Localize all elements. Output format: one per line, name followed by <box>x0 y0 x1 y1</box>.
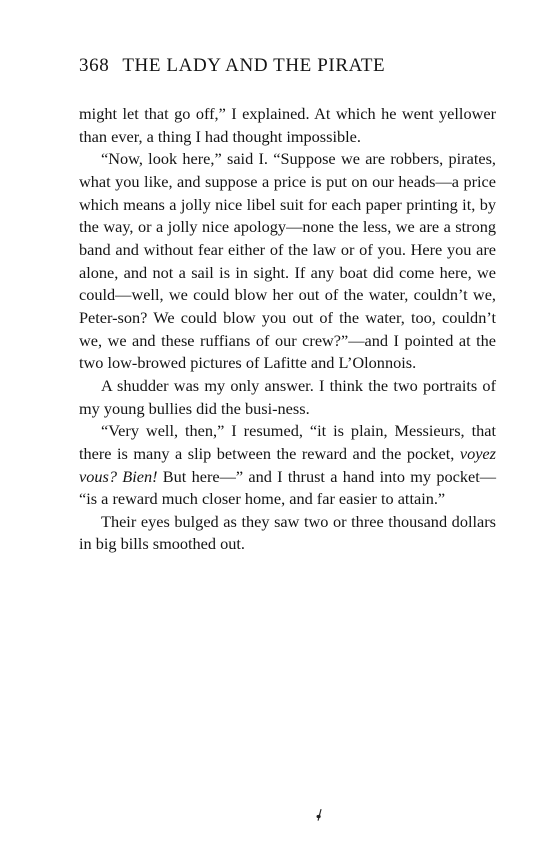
paragraph-4-italic-phrase: voyez vous? Bien! <box>79 443 496 486</box>
paragraph-4-text-before: “Very well, then,” I resumed, “it is plain, Messieurs, that there is many a slip between the reward and the pocket, <box>79 421 496 463</box>
paragraph-5: Their eyes bulged as they saw two or three thousand dollars in big bills smoothed out. <box>79 511 496 554</box>
running-head <box>79 55 499 77</box>
paragraph-4 <box>79 420 496 511</box>
paragraph-1: might let that go off,” I explained. At which he went yellower than ever, a thing I had thought impossible. <box>79 104 496 146</box>
paragraph-2: “Now, look here,” said I. “Suppose we are robbers, pirates, what you like, and suppose a price is put on our heads—a price which means a jolly nice libel suit for each paper printing it, by the way, or a jolly nice apology—none the less, we are a strong band and without fear either of the law or of you. Here you are alone, and not a sail is in sight. If any boat did come here, we could—well, we could blow her out of the water, couldn’t we, Peter-son? We could blow you out of the water, too, couldn’t we, we and these ruffians of our crew?”—and I pointed at the two low-browed pictures of Lafitte and L’Olonnois. <box>79 149 496 373</box>
paragraph-3: A shudder was my only answer. I think the two portraits of my young bullies did the busi-ness. <box>79 375 496 418</box>
paragraph-4-text-after: But here—” and I thrust a hand into my pocket— “is a reward much closer home, and far easier to attain.” <box>79 466 496 509</box>
page-number: 368 <box>79 55 110 76</box>
body-text <box>79 103 496 556</box>
running-title: THE LADY AND THE PIRATE <box>122 55 386 76</box>
printer-mark-icon <box>314 808 324 822</box>
